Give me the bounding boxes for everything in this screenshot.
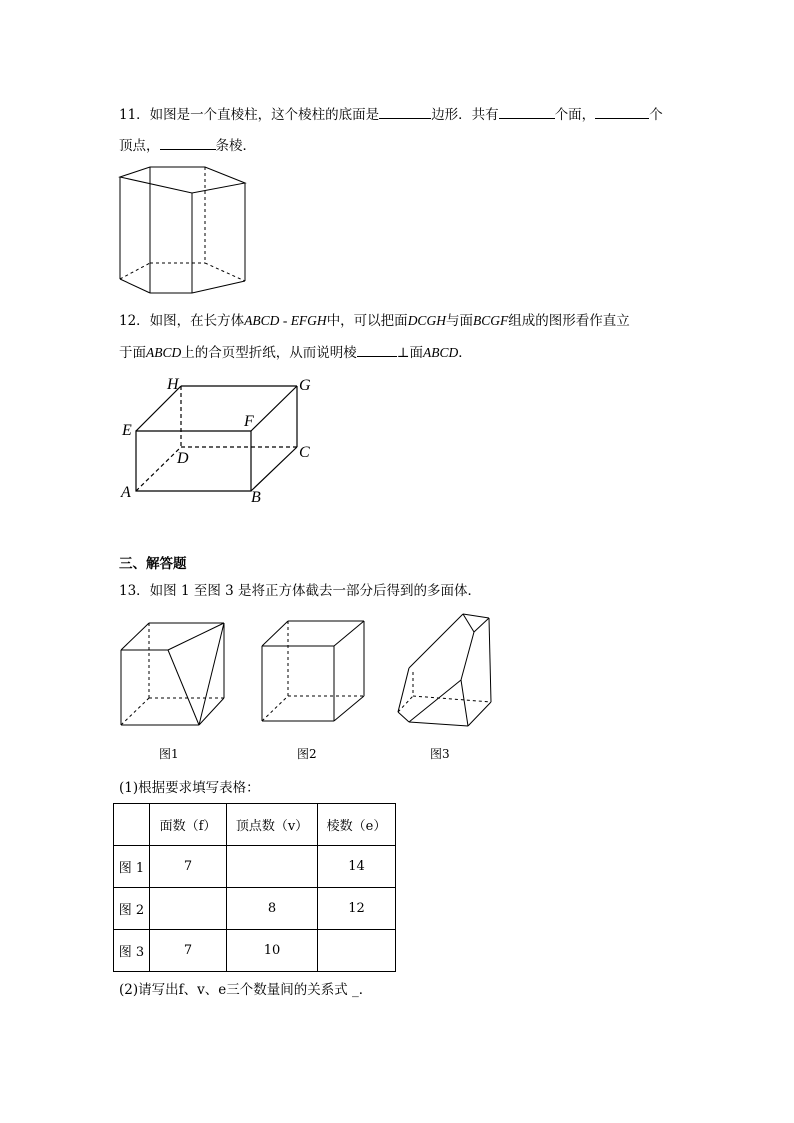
q12-text-b: 中，可以把面 — [326, 313, 408, 329]
q11-blank-faces[interactable] — [499, 104, 555, 119]
q12-text-d: 组成的图形看作直立 — [508, 313, 630, 329]
table-row — [114, 846, 396, 888]
caption-fig1: 图1 — [159, 747, 179, 761]
header-cell-empty — [114, 804, 150, 846]
q12-math-abcd-2: ABCD — [146, 345, 182, 360]
cell-vertices-input[interactable] — [227, 846, 318, 888]
cell-edges-input[interactable] — [318, 930, 396, 972]
q12-blank-edge[interactable] — [357, 342, 397, 357]
cell-faces: 7 — [150, 930, 227, 972]
q12-text-f: 上的合页型折纸，从而说明棱 — [181, 345, 357, 361]
row-label: 图 2 — [114, 888, 150, 930]
q12-text-a: 12．如图，在长方体 — [119, 313, 245, 329]
q11-text-c: 个面， — [554, 107, 596, 123]
q12-line1 — [119, 312, 630, 330]
cuboid-figure — [115, 370, 325, 510]
polyhedron-fig2 — [258, 618, 370, 726]
cell-faces: 7 — [150, 846, 227, 888]
cell-edges: 14 — [318, 846, 396, 888]
caption-fig3: 图3 — [430, 747, 450, 761]
q11-blank-sides[interactable] — [379, 104, 431, 119]
q12-math-abcd-3: ABCD — [422, 345, 459, 360]
q12-text-e: 于面 — [119, 345, 146, 361]
label-c: C — [299, 444, 310, 461]
table-row — [114, 930, 396, 972]
cell-vertices: 8 — [227, 888, 318, 930]
polyhedron-table — [113, 803, 396, 972]
label-b: B — [251, 489, 261, 506]
table-header-row — [114, 804, 396, 846]
q12-text-c: 与面 — [445, 313, 473, 329]
q13-intro: 13．如图 1 至图 3 是将正方体截去一部分后得到的多面体． — [119, 583, 482, 599]
q11-text-a: 11．如图是一个直棱柱，这个棱柱的底面是 — [119, 107, 380, 123]
q12-perp-symbol: ⊥ — [396, 345, 410, 361]
q11-blank-vertices[interactable] — [595, 104, 649, 119]
header-edges: 棱数（e） — [318, 804, 396, 846]
q11-line1 — [119, 104, 663, 124]
table-row — [114, 888, 396, 930]
q12-text-g: 面 — [409, 345, 423, 361]
label-g: G — [299, 377, 311, 394]
q12-text-h: ． — [458, 345, 472, 361]
q13-part2: (2)请写出f、v、e三个数量间的关系式 _． — [119, 982, 373, 998]
section-title: 三、解答题 — [119, 556, 187, 572]
label-d: D — [177, 450, 189, 467]
q12-math-dcgh: DCGH — [407, 313, 446, 328]
label-f: F — [244, 413, 254, 430]
polyhedron-fig3 — [393, 610, 498, 735]
cell-faces-input[interactable] — [150, 888, 227, 930]
q12-math-abcd: ABCD — [244, 313, 280, 328]
label-a: A — [121, 484, 131, 501]
q11-text-e: 顶点， — [119, 138, 160, 154]
cell-vertices: 10 — [227, 930, 318, 972]
q12-line2 — [119, 342, 472, 362]
polyhedron-fig1 — [116, 618, 231, 730]
q13-part1: (1)根据要求填写表格： — [119, 780, 260, 796]
q11-text-d: 个 — [649, 107, 663, 123]
row-label: 图 1 — [114, 846, 150, 888]
row-label: 图 3 — [114, 930, 150, 972]
label-h: H — [167, 376, 179, 393]
cell-edges: 12 — [318, 888, 396, 930]
q11-text-f: 条棱． — [215, 138, 256, 154]
q11-text-b: 边形．共有 — [431, 107, 499, 123]
label-e: E — [122, 422, 132, 439]
q11-line2 — [119, 135, 256, 155]
caption-fig2: 图2 — [297, 747, 317, 761]
q12-math-efgh: EFGH — [290, 313, 327, 328]
q11-blank-edges[interactable] — [160, 135, 216, 150]
prism-figure — [115, 163, 250, 298]
header-faces: 面数（f） — [150, 804, 227, 846]
q12-math-dash: - — [279, 313, 291, 328]
header-vertices: 顶点数（v） — [227, 804, 318, 846]
q12-math-bcgf: BCGF — [472, 313, 509, 328]
